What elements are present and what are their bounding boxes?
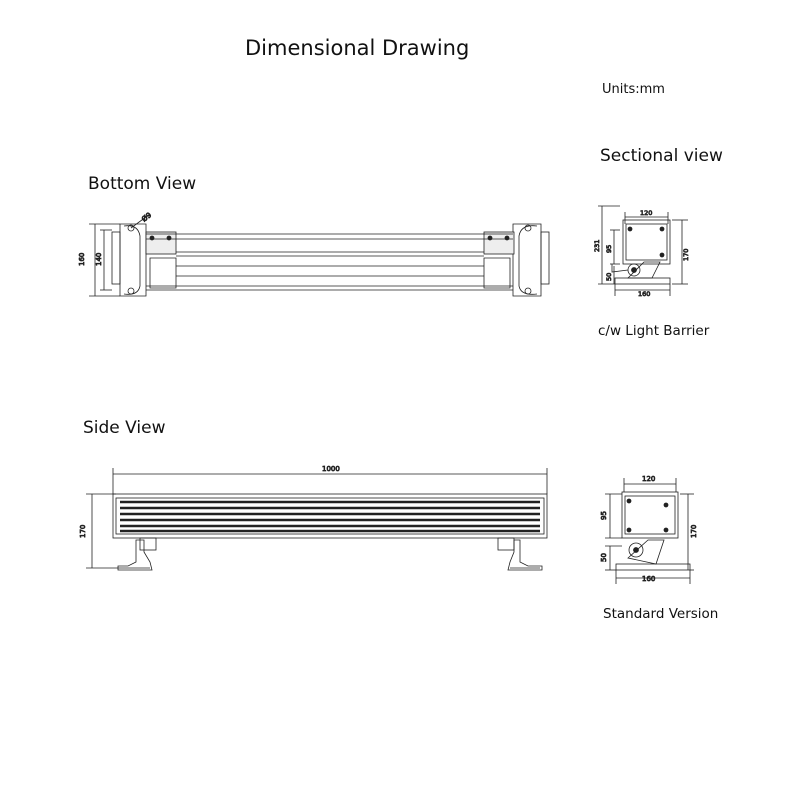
dim-sect-std-foot-height: 50	[600, 553, 608, 562]
section-standard-drawing	[605, 478, 694, 584]
dim-bottom-outer-height: 160	[78, 252, 86, 266]
dim-length: 1000	[322, 465, 340, 473]
dim-sect-lb-top-width: 120	[640, 209, 653, 217]
side-view-heading: Side View	[83, 418, 166, 438]
bottom-view-heading: Bottom View	[88, 174, 197, 194]
dim-sect-lb-upper-height: 95	[605, 244, 613, 253]
dim-sect-std-upper-height: 95	[600, 511, 608, 520]
side-view-drawing	[86, 468, 547, 570]
dim-side-height: 170	[79, 524, 87, 538]
dim-hole-diameter: Ø9	[140, 211, 154, 224]
dim-sect-lb-total-height: 170	[682, 248, 690, 261]
dim-sect-lb-barrier-height: 231	[593, 239, 601, 252]
dim-sect-lb-base-width: 160	[638, 290, 651, 298]
dim-sect-lb-foot-height: 50	[605, 272, 613, 281]
bottom-view-drawing	[89, 214, 549, 296]
dim-sect-std-total-height: 170	[690, 524, 698, 538]
standard-version-caption: Standard Version	[603, 606, 719, 622]
light-barrier-caption: c/w Light Barrier	[598, 323, 710, 339]
units-label: Units:mm	[602, 82, 665, 97]
page-title: Dimensional Drawing	[245, 36, 470, 60]
dim-sect-std-top-width: 120	[642, 475, 656, 483]
dim-bottom-inner-height: 140	[95, 252, 103, 266]
sectional-view-heading: Sectional view	[600, 146, 723, 166]
dim-sect-std-base-width: 160	[642, 575, 656, 583]
